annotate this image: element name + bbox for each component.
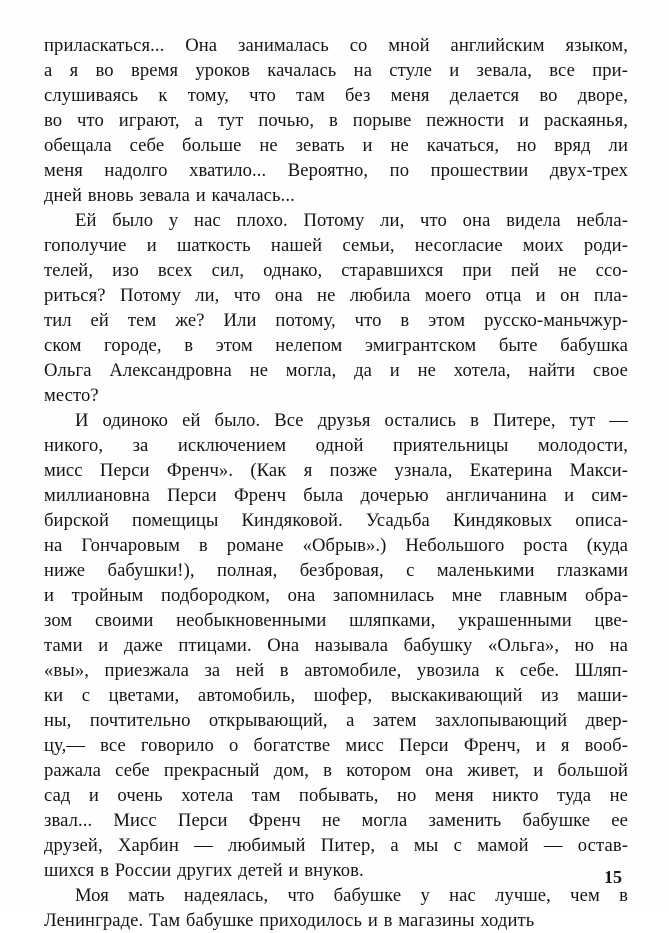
- text-line: риться? Потому ли, что она не любила моего отца и он пла-: [44, 285, 628, 306]
- text-line: Ленинграде. Там бабушке приходилось и в магазины ходить: [44, 910, 535, 931]
- text-line: меня надолго хватило... Вероятно, по прошествии двух-трех: [44, 160, 628, 181]
- text-line: Ольга Александровна не могла, да и не хотела, найти свое: [44, 360, 628, 381]
- text-line: во что играют, а тут почью, в порыве пежности и раскаянья,: [44, 110, 628, 131]
- text-line: приласкаться... Она занималась со мной английским языком,: [44, 35, 628, 56]
- text-line: ны, почтительно открывающий, а затем захлопывающий двер-: [44, 710, 628, 731]
- text-line: ском городе, в этом нелепом эмигрантском быте бабушка: [44, 335, 628, 356]
- text-line: место?: [44, 385, 99, 406]
- text-line: звал... Мисс Перси Френч не могла заменить бабушке ее: [44, 810, 628, 831]
- text-line: слушиваясь к тому, что там без меня делается во дворе,: [44, 85, 628, 106]
- page-number: 15: [604, 867, 622, 887]
- text-line: миллиановна Перси Френч была дочерью англичанина и сим-: [44, 485, 628, 506]
- text-line: друзей, Харбин — любимый Питер, а мы с мамой — остав-: [44, 835, 628, 856]
- text-line: шихся в России других детей и внуков.: [44, 860, 364, 881]
- text-line: мисс Перси Френч». (Как я позже узнала, Екатерина Макси-: [44, 460, 628, 481]
- text-line: Моя мать надеялась, что бабушке у нас лучше, чем в: [75, 885, 628, 906]
- text-line: обещала себе больше не зевать и не качаться, но вряд ли: [44, 135, 628, 156]
- text-line: И одиноко ей было. Все друзья остались в Питере, тут —: [75, 410, 628, 431]
- text-line: телей, изо всех сил, однако, старавшихся при пей не ссо-: [44, 260, 628, 281]
- text-line: бирской помещицы Киндяковой. Усадьба Киндяковых описа-: [44, 510, 628, 531]
- text-line: тами и даже птицами. Она называла бабушку «Ольга», но на: [44, 635, 628, 656]
- text-line: а я во время уроков качалась на стуле и зевала, все при-: [44, 60, 628, 81]
- text-line: ки с цветами, автомобиль, шофер, выскакивающий из маши-: [44, 685, 628, 706]
- text-line: никого, за исключением одной приятельницы молодости,: [44, 435, 628, 456]
- text-line: и тройным подбородком, она запомнилась мне главным обра-: [44, 585, 628, 606]
- text-line: дней вновь зевала и качалась...: [44, 185, 295, 206]
- text-line: тил ей тем же? Или потому, что в этом русско-маньчжур-: [44, 310, 628, 331]
- text-line: гополучие и шаткость нашей семьи, несогласие моих роди-: [44, 235, 628, 256]
- text-line: сад и очень хотела там побывать, но меня никто туда не: [44, 785, 628, 806]
- text-line: на Гончаровым в романе «Обрыв».) Небольшого роста (куда: [44, 535, 628, 556]
- text-line: ниже бабушки!), полная, безбровая, с маленькими глазками: [44, 560, 628, 581]
- text-line: зом своими необыкновенными шляпками, украшенными цве-: [44, 610, 628, 631]
- text-line: цу,— все говорило о богатстве мисс Перси Френч, и я вооб-: [44, 735, 628, 756]
- text-line: ражала себе прекрасный дом, в котором она живет, и большой: [44, 760, 628, 781]
- text-line: «вы», приезжала за ней в автомобиле, увозила к себе. Шляп-: [44, 660, 628, 681]
- text-line: Ей было у нас плохо. Потому ли, что она видела небла-: [75, 210, 628, 231]
